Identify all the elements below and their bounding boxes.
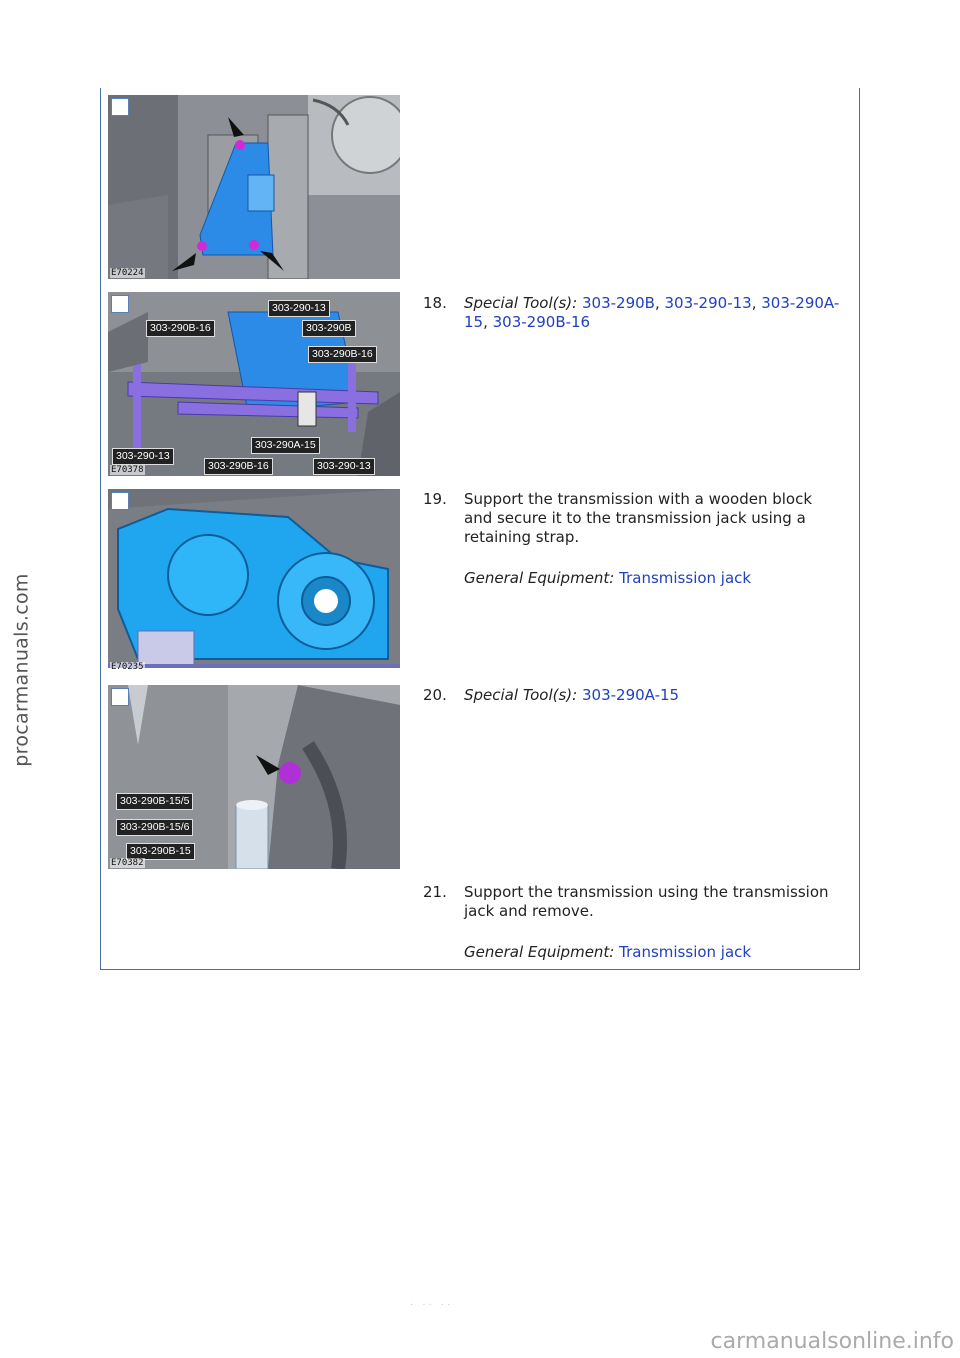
step-number: 18. (423, 294, 447, 312)
callout-303-290b-15-6: 303-290B-15/6 (116, 819, 193, 836)
procedure-frame (100, 88, 860, 970)
callout-303-290b-16-bottom: 303-290B-16 (204, 458, 273, 475)
zoom-icon[interactable] (111, 492, 129, 510)
tool-link-303-290b-16[interactable]: 303-290B-16 (492, 313, 591, 331)
step-number: 21. (423, 883, 447, 901)
general-equipment (464, 569, 844, 588)
equipment-link-transmission-jack[interactable]: Transmission jack (619, 943, 752, 961)
footer-page-marks: · ·· ·· (410, 1300, 454, 1311)
equipment-link-transmission-jack[interactable]: Transmission jack (619, 569, 752, 587)
figure-e70378[interactable] (108, 292, 400, 476)
tool-link-303-290-13[interactable]: 303-290-13 (664, 294, 752, 312)
footer-watermark: carmanualsonline.info (710, 1329, 954, 1354)
step-body (464, 490, 844, 588)
step-body (464, 883, 844, 962)
step-body (464, 686, 844, 705)
zoom-icon[interactable] (111, 688, 129, 706)
tool-link-303-290b[interactable]: 303-290B (582, 294, 655, 312)
figure-e70382[interactable] (108, 685, 400, 869)
figure-e70224[interactable] (108, 95, 400, 279)
step-number: 19. (423, 490, 447, 508)
general-equipment-label: General Equipment: (464, 943, 615, 961)
figure-e70235-illustration (108, 489, 400, 673)
callout-303-290-13-left: 303-290-13 (112, 448, 174, 465)
callout-303-290a-15: 303-290A-15 (251, 437, 320, 454)
callout-303-290-13-right: 303-290-13 (313, 458, 375, 475)
zoom-icon[interactable] (111, 98, 129, 116)
general-equipment (464, 943, 844, 962)
tool-link-303-290a-15[interactable]: 303-290A-15 (582, 686, 680, 704)
figure-code: E70235 (111, 662, 144, 672)
callout-303-290b-16-left: 303-290B-16 (146, 320, 215, 337)
figure-code: E70382 (111, 858, 144, 868)
callout-303-290-13-top: 303-290-13 (268, 300, 330, 317)
tool-link-303-290a-15[interactable]: 303-290A-15 (464, 294, 840, 331)
callout-303-290b-16-right: 303-290B-16 (308, 346, 377, 363)
figure-code: E70378 (111, 465, 144, 475)
step-number: 20. (423, 686, 447, 704)
callout-303-290b: 303-290B (302, 320, 356, 337)
figure-code: E70224 (111, 268, 144, 278)
special-tools-label: Special Tool(s): (464, 294, 578, 312)
side-watermark: procarmanuals.com (11, 573, 34, 767)
step-text: Support the transmission with a wooden block and secure it to the transmission jack using a retaining strap. (464, 490, 813, 546)
general-equipment-label: General Equipment: (464, 569, 615, 587)
figure-e70382-illustration (108, 685, 400, 869)
figure-e70235[interactable] (108, 489, 400, 673)
step-text: Support the transmission using the transmission jack and remove. (464, 883, 829, 920)
step-body: Special Tool(s): 303-290B, 303-290-13, 303-290A-15, 303-290B-16 (464, 294, 840, 331)
figure-e70224-illustration (108, 95, 400, 279)
zoom-icon[interactable] (111, 295, 129, 313)
callout-303-290b-15-5: 303-290B-15/5 (116, 793, 193, 810)
special-tools-label: Special Tool(s): (464, 686, 578, 704)
callout-303-290b-15: 303-290B-15 (126, 843, 195, 860)
